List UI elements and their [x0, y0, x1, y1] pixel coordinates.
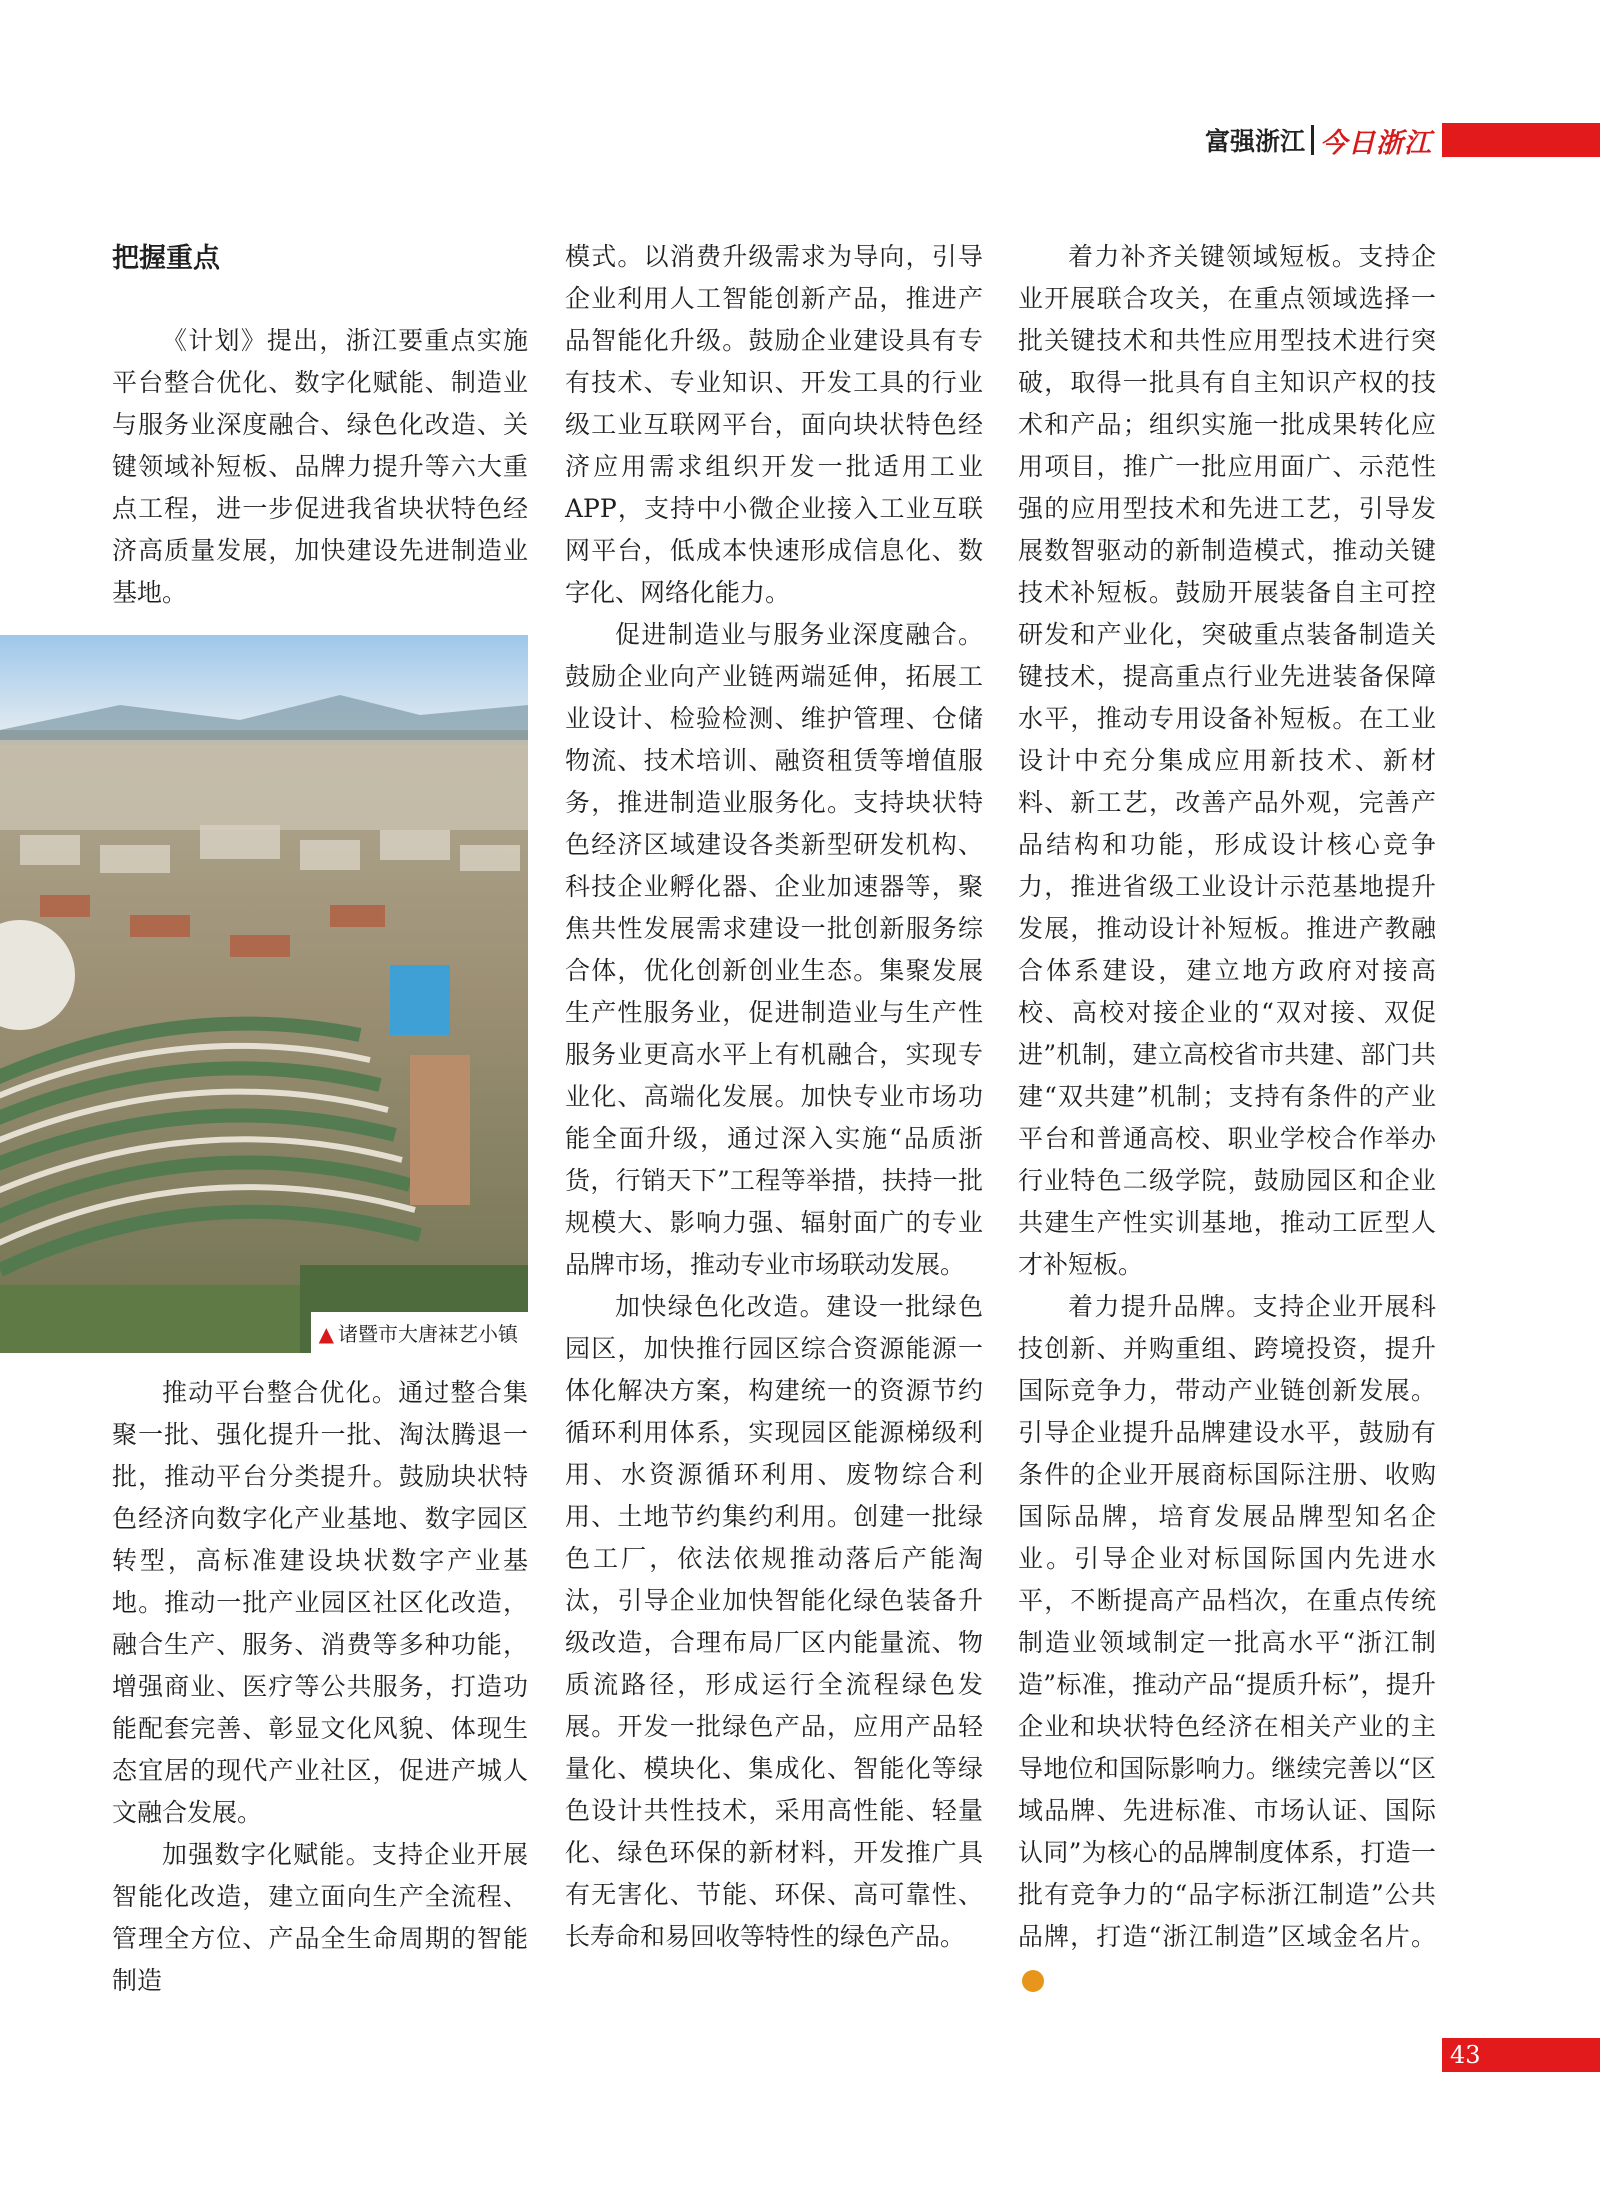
page-number: 43 [1450, 2041, 1481, 2069]
section-title: 富强浙江 [1204, 127, 1305, 156]
paragraph [1018, 1286, 1436, 2000]
header-brand [1205, 122, 1600, 158]
section-heading: 把握重点 [112, 243, 220, 274]
column-3 [1018, 236, 1436, 2000]
paragraph: 加强数字化赋能。支持企业开展智能化改造，建立面向生产全流程、管理全方位、产品全生命周期的智能制造 [112, 1840, 528, 1995]
aerial-town-photo [0, 635, 528, 1353]
paragraph: 促进制造业与服务业深度融合。鼓励企业向产业链两端延伸，拓展工业设计、检验检测、维护管理、仓储物流、技术培训、融资租赁等增值服务，推进制造业服务化。支持块状特色经济区域建设各类新型研发机构、科技企业孵化器、企业加速器等，聚焦共性发展需求建设一批创新服务综合体，优化创新创业生态。集聚发展生产性服务业，促进制造业与生产性服务业更高水平上有机融合，实现专业化、高端化发展。加快专业市场功能全面升级，通过深入实施“品质浙货，行销天下”工程等举措，扶持一批规模大、影响力强、辐射面广的专业品牌市场，推动专业市场联动发展。 [565, 620, 983, 1279]
caption-triangle-icon: ▲ [318, 1322, 334, 1346]
paragraph: 《计划》提出，浙江要重点实施平台整合优化、数字化赋能、制造业与服务业深度融合、绿色化改造、关键领域补短板、品牌力提升等六大重点工程，进一步促进我省块状特色经济高质量发展，加快建设先进制造业基地。 [112, 326, 528, 607]
paragraph: 着力补齐关键领域短板。支持企业开展联合攻关，在重点领域选择一批关键技术和共性应用型技术进行突破，取得一批具有自主知识产权的技术和产品；组织实施一批成果转化应用项目，推广一批应用面广、示范性强的应用型技术和先进工艺，引导发展数智驱动的新制造模式，推动关键技术补短板。鼓励开展装备自主可控研发和产业化，突破重点装备制造关键技术，提高重点行业先进装备保障水平，推动专用设备补短板。在工业设计中充分集成应用新技术、新材料、新工艺，改善产品外观，完善产品结构和功能，形成设计核心竞争力，推进省级工业设计示范基地提升发展，推动设计补短板。推进产教融合体系建设，建立地方政府对接高校、高校对接企业的“双对接、双促进”机制，建立高校省市共建、部门共建“双共建”机制；支持有条件的产业平台和普通高校、职业学校合作举办行业特色二级学院，鼓励园区和企业共建生产性实训基地，推动工匠型人才补短板。 [1018, 242, 1436, 1279]
paragraph-text: 着力提升品牌。支持企业开展科技创新、并购重组、跨境投资，提升国际竞争力，带动产业链创新发展。引导企业提升品牌建设水平，鼓励有条件的企业开展商标国际注册、收购国际品牌，培育发展品牌型知名企业。引导企业对标国际国内先进水平，不断提高产品档次，在重点传统制造业领域制定一批高水平“浙江制造”标准，推动产品“提质升标”，提升企业和块状特色经济在相关产业的主导地位和国际影响力。继续完善以“区域品牌、先进标准、市场认证、国际认同”为核心的品牌制度体系，打造一批有竞争力的“品字标浙江制造”公共品牌，打造“浙江制造”区域金名片。 [1018, 1292, 1436, 1951]
header-divider [1311, 125, 1314, 155]
aerial-photo-illustration [0, 635, 528, 1353]
magazine-logo: 今日浙江 [1320, 127, 1432, 159]
paragraph: 模式。以消费升级需求为导向，引导企业利用人工智能创新产品，推进产品智能化升级。鼓励企业建设具有专有技术、专业知识、开发工具的行业级工业互联网平台，面向块状特色经济应用需求组织开发一批适用工业APP，支持中小微企业接入工业互联网平台，低成本快速形成信息化、数字化、网络化能力。 [565, 242, 983, 607]
column-2 [565, 236, 983, 1958]
paragraph: 加快绿色化改造。建设一批绿色园区，加快推行园区综合资源能源一体化解决方案，构建统一的资源节约循环利用体系，实现园区能源梯级利用、水资源循环利用、废物综合利用、土地节约集约利用。创建一批绿色工厂，依法依规推动落后产能淘汰，引导企业加快智能化绿色装备升级改造，合理布局厂区内能量流、物质流路径，形成运行全流程绿色发展。开发一批绿色产品，应用产品轻量化、模块化、集成化、智能化等绿色设计共性技术，采用高性能、轻量化、绿色环保的新材料，开发推广具有无害化、节能、环保、高可靠性、长寿命和易回收等特性的绿色产品。 [565, 1292, 983, 1951]
column-1-top [112, 320, 528, 614]
caption-text: 诸暨市大唐袜艺小镇 [338, 1322, 518, 1346]
page-number-bar [1442, 2038, 1600, 2072]
paragraph: 推动平台整合优化。通过整合集聚一批、强化提升一批、淘汰腾退一批，推动平台分类提升。鼓励块状特色经济向数字化产业基地、数字园区转型，高标准建设块状数字产业基地。推动一批产业园区社区化改造，融合生产、服务、消费等多种功能，增强商业、医疗等公共服务，打造功能配套完善、彰显文化风貌、体现生态宜居的现代产业社区，促进产城人文融合发展。 [112, 1378, 528, 1827]
end-mark-icon: 今 [1022, 1970, 1044, 1992]
photo-caption [311, 1312, 528, 1353]
header-red-bar [1442, 123, 1600, 157]
column-1-bottom [112, 1372, 528, 2002]
